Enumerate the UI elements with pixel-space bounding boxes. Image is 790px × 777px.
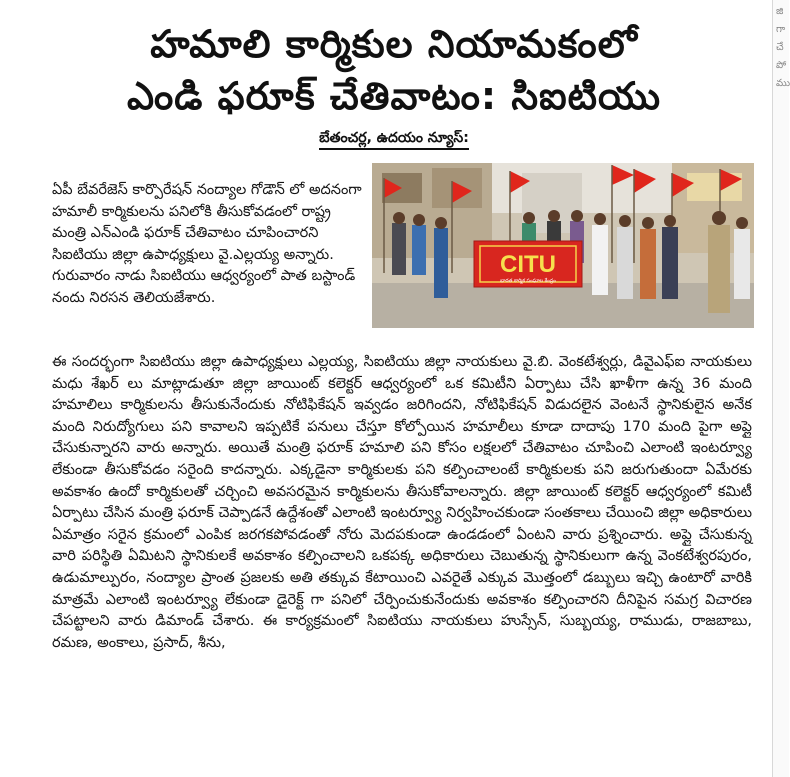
edge-fragment: జి: [776, 6, 784, 17]
edge-fragment: చే: [776, 42, 784, 53]
adjacent-column-edge: [772, 0, 789, 777]
body-paragraph: ఈ సందర్భంగా సిఐటియు జిల్లా ఉపాధ్యక్షులు ఎల్లయ్య, సిఐటియు జిల్లా నాయకులు వై.బి. వెంకటేశ్వర్లు, డివైఎఫ్ఐ నాయకులు మధు శేఖర్ లు మాట్లాడుతూ జిల్లా జాయింట్ కలెక్టర్ ఆధ్వర్యంలో ఒక కమిటీని ఏర్పాటు చేసి ఖాళీగా ఉన్న 36 మంది హమాలిలు కార్మికులను తీసుకునేందుకు నోటిఫికేషన్ ఇవ్వడం జరిగిందని, నోటిఫికేషన్ విడుదలైన వెంటనే స్థానికులైన అనేక మంది నిరుద్యోగులు పని కావాలని ఇప్పటికే పనులు చేస్తూ కోల్పోయిన హమాలీలు కూడా దాదాపు 170 మంది పైగా అప్లై చేసుకున్నారని వారు అన్నారు. అయితే మంత్రి ఫరూక్ హమాలి పని కోసం లక్షలలో చేతివాటం చూపించి ఎలాంటి ఇంటర్వ్యూ లేకుండా తీసుకోవడం సరైంది కాదన్నారు. ఎక్కడైనా కార్మికులకు పని కల్పించాలంటే కార్మికులకు పని జరుగుతుందా ఏమేరకు అవకాశం ఉందో కార్మికులతో చర్చించి అవసరమైన కార్మికులను తీసుకోవాలన్నారు. జిల్లా జాయింట్ కలెక్టర్ ఆధ్వర్యంలో కమిటీ ఏర్పాటు చేసిన మంత్రి ఫరూక్ చెప్పాడనే ఉద్దేశంతో ఎలాంటి ఇంటర్వ్యూ నిర్వహించకుండా సంతకాలు చేయించి జిల్లా అధికారులు ఏమాత్రం సరైన క్రమంలో ఎంపిక జరగకపోవడంతో నోరు మెదపకుండా ఉండడంలో ఏంటని వారు ప్రశ్నించారు. అప్లై చేసుకున్న వారి పరిస్థితి ఏమిటని స్థానికులకే అవకాశం కల్పించాలని ఒకపక్క అధికారులు చెబుతున్న స్థానికులుగా ఉన్న వెంకటేశ్వరపురం, ఉడుమాల్పురం, నంద్యాల ప్రాంత ప్రజలకు అతి తక్కువ కేటాయించి ఎవరైతే ఎక్కువ మొత్తంలో డబ్బులు ఇచ్చి ఉంటారో వారికి మాత్రమే ఎలాంటి ఇంటర్వ్యూ లేకుండా డైరెక్ట్ గా పనిలో చేర్పించుకునేందుకు అవకాశం కల్పించారని దీనిపైన సమగ్ర విచారణ చేపట్టాలని వారు డిమాండ్ చేశారు. ఈ కార్యక్రమంలో సిఐటియు నాయకులు హుస్సేన్, సుబ్బయ్య, రాముడు, రాజబాబు, రమణ, అంకాలు, ప్రసాద్, శీను,: [52, 354, 752, 651]
banner-subtext: భారత కార్మిక సంఘాల కేంద్రం: [500, 278, 556, 284]
edge-fragment: ము: [776, 78, 790, 89]
protest-photo: [372, 163, 754, 328]
edge-fragment: పో: [776, 60, 787, 71]
dateline: [0, 130, 788, 149]
protest-scene-image: [372, 163, 754, 328]
headline-line-2: ఎండి ఫరూక్ చేతివాటం: సిఐటియు: [126, 74, 661, 118]
dateline-text: బేతంచర్ల, ఉదయం న్యూస్:: [319, 130, 469, 150]
lead-paragraph: ఏపీ బేవరేజెస్ కార్పొరేషన్ నంద్యాల గోడౌన్ లో అదనంగా హమాలీ కార్మికులను పనిలోకి తీసుకోవడంలో రాష్ట్ర మంత్రి ఎన్ఎండి ఫరూక్ చేతివాటం చూపించారని సిఐటియు జిల్లా ఉపాధ్యక్షులు వై.ఎల్లయ్య అన్నారు. గురువారం నాడు సిఐటియు ఆధ్వర్యంలో పాత బస్టాండ్ నందు నిరసన తెలియజేశారు.: [52, 182, 362, 306]
headline-line-1: హమాలి కార్మికుల నియామకంలో: [150, 22, 638, 66]
edge-fragment: గా: [776, 24, 786, 35]
banner-text: CITU: [500, 251, 556, 278]
